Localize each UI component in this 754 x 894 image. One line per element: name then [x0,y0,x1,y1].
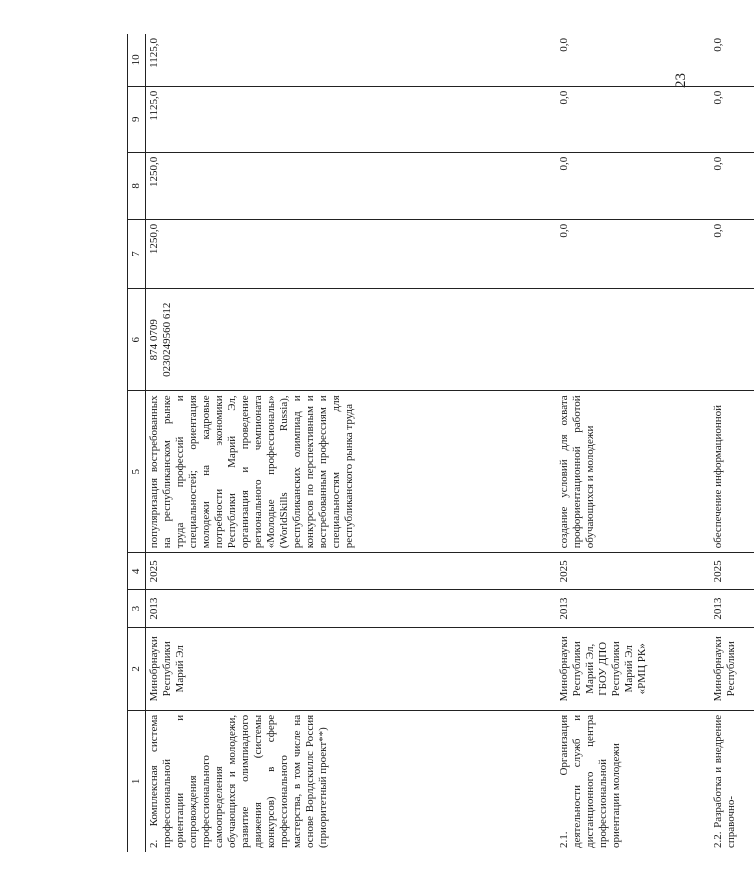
value-col-10: 0,0 [710,34,754,86]
budget-code [556,289,710,391]
measure-name: 2.1. Организация деятельности служб и дистанционного центра профессиональной ориентации молодежи [558,714,622,848]
value-col-8: 0,0 [556,152,710,219]
table-row [710,34,754,852]
table-row [556,34,710,852]
value-col-7: 0,0 [710,219,754,288]
executor: Минобрнауки Республики [710,627,754,710]
end-year: 2025 [710,553,754,590]
col-header-8: 8 [128,152,146,219]
end-year: 2025 [146,553,557,590]
col-header-9: 9 [128,86,146,152]
end-year: 2025 [556,553,710,590]
value-col-8: 1250,0 [146,152,557,219]
value-col-10: 0,0 [556,34,710,86]
expected-result: популяризация востребованных на республиканском рынке труда профессий и специальностей; ориентация молодежи на кадровые потребности экономики Республики Марий Эл, организация и проведение регионального чемпионата «Молодые профессионалы» (WorldSkills Russia), республиканских олимпиад и конкурсов по перспективным и востребованным профессиям и специальностям для республиканского рынка труда [146,391,557,553]
col-header-10: 10 [128,34,146,86]
col-header-4: 4 [128,553,146,590]
expected-result: создание условий для охвата профориентационной работой обучающихся и молодежи [556,391,710,553]
value-col-9: 1125,0 [146,86,557,152]
page-number: 23 [673,73,689,88]
col-header-6: 6 [128,289,146,391]
table-row [146,34,557,852]
value-col-9: 0,0 [556,86,710,152]
col-header-3: 3 [128,590,146,627]
executor: Минобрнауки Республики Марий Эл [146,627,557,710]
value-col-7: 1250,0 [146,219,557,288]
col-header-2: 2 [128,627,146,710]
budget-code [710,289,754,391]
budget-code: 874 0709 0230249560 612 [146,289,557,391]
measure-name: 2.2. Разработка и внедрение справочно- [712,714,737,848]
executor: Минобрнауки Республики Марий Эл, ГБОУ ДПО Республики Марий Эл «РМЦ РК» [556,627,710,710]
col-header-5: 5 [128,391,146,553]
expected-result: обеспечение информационной [710,391,754,553]
header-row [128,34,146,852]
program-table [127,34,754,852]
start-year: 2013 [710,590,754,627]
start-year: 2013 [146,590,557,627]
start-year: 2013 [556,590,710,627]
value-col-10: 1125,0 [146,34,557,86]
value-col-7: 0,0 [556,219,710,288]
value-col-8: 0,0 [710,152,754,219]
col-header-7: 7 [128,219,146,288]
value-col-9: 0,0 [710,86,754,152]
measure-name: 2. Комплексная система профессиональной ориентации и сопровождения профессионального самоопределения обучающихся и молодежи, развитие олимпиадного движения (системы конкурсов) в сфере профессионального мастерства, в том числе на основе Ворлдскиллс Россия (приоритетный проект**) [148,714,329,848]
col-header-1: 1 [128,710,146,852]
